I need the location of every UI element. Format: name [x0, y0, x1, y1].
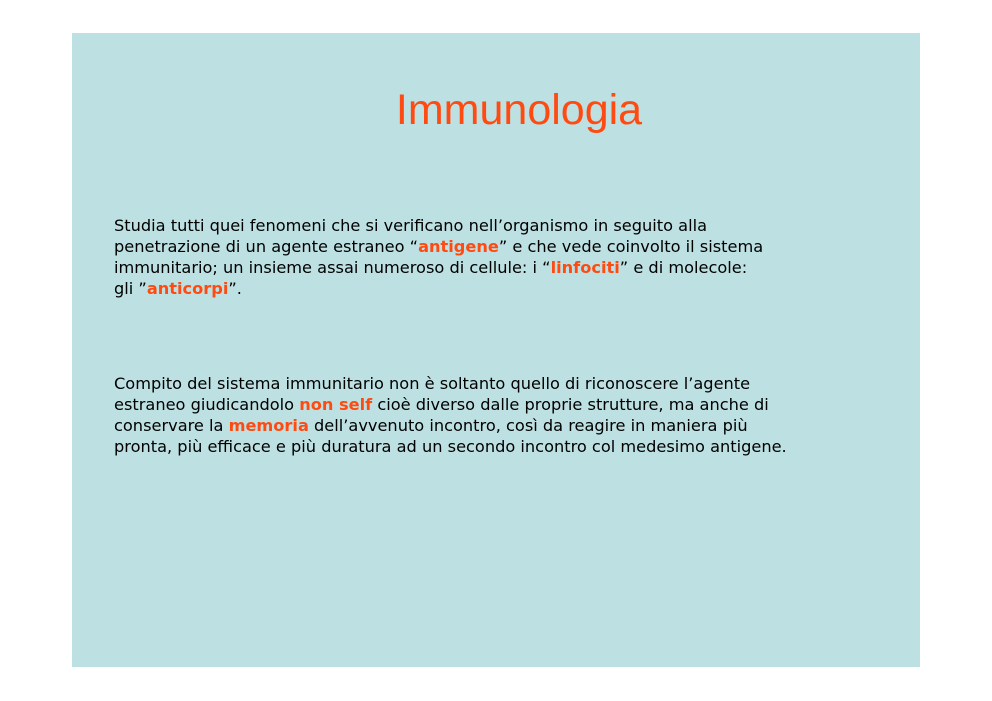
text-segment: penetrazione di un agente estraneo “ [114, 237, 419, 256]
highlight-non-self: non self [299, 395, 373, 414]
paragraph-definition [114, 215, 934, 299]
text-line [114, 394, 934, 415]
text-line [114, 215, 934, 236]
slide-title: Immunologia [395, 86, 643, 134]
highlight-anticorpi: anticorpi [146, 279, 229, 298]
paragraph-task [114, 373, 934, 457]
text-line [114, 436, 934, 457]
text-line [114, 415, 934, 436]
text-segment: ”. [228, 279, 242, 298]
text-segment: cioè diverso dalle proprie strutture, ma anche di [372, 395, 769, 414]
highlight-memoria: memoria [228, 416, 309, 435]
slide [72, 33, 920, 667]
text-segment: Studia tutti quei fenomeni che si verificano nell’organismo in seguito alla [114, 216, 708, 235]
text-segment: ” e di molecole: [619, 258, 748, 277]
text-line [114, 278, 934, 299]
text-segment: dell’avvenuto incontro, così da reagire in maniera più [308, 416, 748, 435]
highlight-antigene: antigene [418, 237, 499, 256]
text-segment: Compito del sistema immunitario non è soltanto quello di riconoscere l’agente [114, 374, 751, 393]
text-segment: immunitario; un insieme assai numeroso di cellule: i “ [114, 258, 551, 277]
text-line [114, 373, 934, 394]
text-segment: conservare la [114, 416, 229, 435]
highlight-linfociti: linfociti [550, 258, 620, 277]
text-line [114, 257, 934, 278]
text-segment: gli ” [114, 279, 147, 298]
text-line [114, 236, 934, 257]
text-segment: estraneo giudicandolo [114, 395, 300, 414]
text-segment: pronta, più efficace e più duratura ad un secondo incontro col medesimo antigene. [114, 437, 787, 456]
text-segment: ” e che vede coinvolto il sistema [498, 237, 764, 256]
